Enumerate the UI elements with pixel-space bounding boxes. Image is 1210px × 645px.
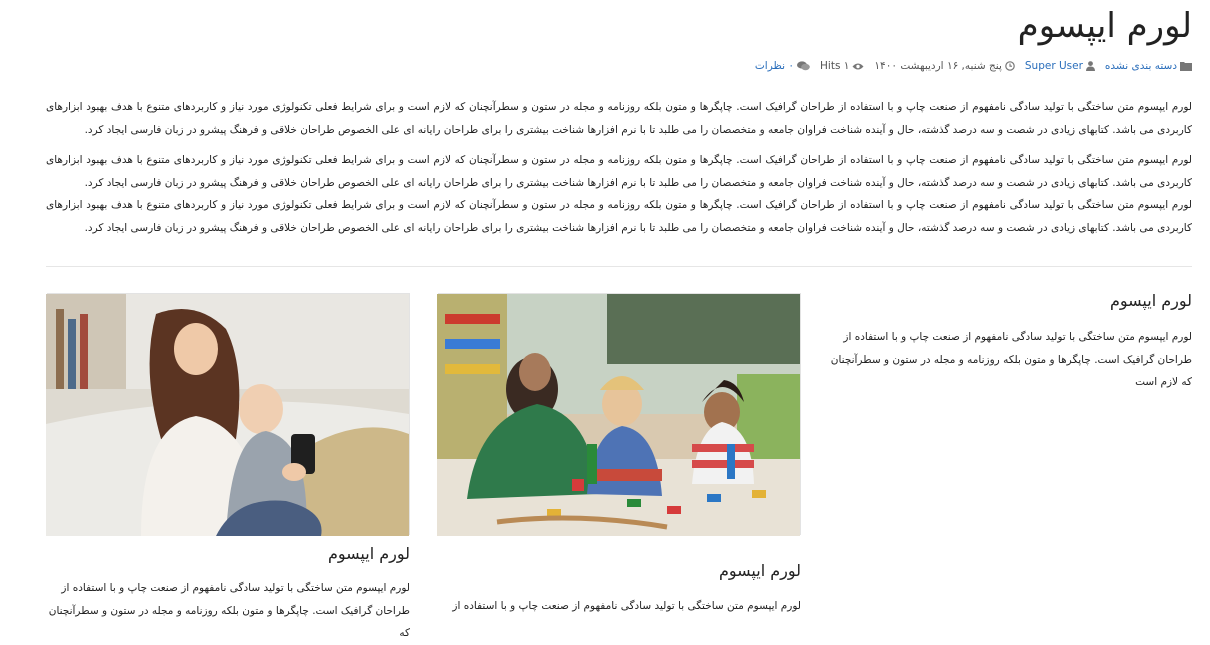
meta-hits [820,58,864,74]
clock-icon [1005,61,1015,71]
paragraph: لورم ایپسوم متن ساختگی با تولید سادگی نامفهوم از صنعت چاپ و با استفاده از طراحان گرافیک است. چاپگرها و متون بلکه روزنامه و مجله در ستون و سطرآنچنان که لازم است و برای شرایط فعلی تکنولوژی مورد نیاز و کاربردهای متنوع با هدف بهبود ابزارهای کاربردی می باشد. کتابهای زیادی در شصت و سه درصد گذشته، حال و آینده شناخت فراوان جامعه و متخصصان را می طلبد تا با نرم افزارها شناخت بیشتری را برای طراحان رایانه ای علی الخصوص طراحان خلاقی و فرهنگ پیشرو در زبان فارسی ایجاد کرد. [46,154,1192,189]
item-text: لورم ایپسوم متن ساختگی با تولید سادگی نامفهوم از صنعت چاپ و با استفاده از طراحان گرافیک است. چاپگرها و متون بلکه روزنامه و مجله در ستون و سطرآنچنان که [48,582,410,639]
folder-icon [1180,61,1192,71]
divider [46,266,1192,267]
item-title[interactable]: لورم ایپسوم [1109,291,1192,310]
item-image-classroom[interactable] [438,293,801,535]
article-meta [755,58,1192,74]
item-title[interactable]: لورم ایپسوم [718,561,801,580]
article-body [46,96,1192,239]
page [46,0,1192,639]
item-title[interactable]: لورم ایپسوم [327,544,410,563]
item-image-mother-baby[interactable] [47,293,410,535]
article-title: لورم ایپسوم [1017,6,1192,46]
item-card [47,293,410,645]
comments-link[interactable]: ۰ نظرات [754,60,795,72]
user-icon [1086,61,1095,71]
category-link[interactable]: دسته بندی نشده [1104,60,1177,72]
hits-text: Hits ۱ [820,60,850,72]
meta-category [1105,58,1192,74]
date-text: پنج شنبه, ۱۶ اردیبهشت ۱۴۰۰ [874,60,1002,72]
meta-comments [755,58,810,74]
author-link[interactable]: Super User [1024,60,1083,72]
comments-icon [797,61,810,71]
paragraph: لورم ایپسوم متن ساختگی با تولید سادگی نامفهوم از صنعت چاپ و با استفاده از طراحان گرافیک است. چاپگرها و متون بلکه روزنامه و مجله در ستون و سطرآنچنان که لازم است و برای شرایط فعلی تکنولوژی مورد نیاز و کاربردهای متنوع با هدف بهبود ابزارهای کاربردی می باشد. کتابهای زیادی در شصت و سه درصد گذشته، حال و آینده شناخت فراوان جامعه و متخصصان را می طلبد تا با نرم افزارها شناخت بیشتری را برای طراحان رایانه ای علی الخصوص طراحان خلاقی و فرهنگ پیشرو در زبان فارسی ایجاد کرد. [46,199,1192,234]
item-card [438,293,801,618]
eye-icon [852,62,864,71]
item-card [829,290,1192,394]
item-text: لورم ایپسوم متن ساختگی با تولید سادگی نامفهوم از صنعت چاپ و با استفاده از طراحان گرافیک است. چاپگرها و متون بلکه روزنامه و مجله در ستون و سطرآنچنان که لازم است [830,331,1192,388]
meta-date [874,58,1014,74]
paragraph: لورم ایپسوم متن ساختگی با تولید سادگی نامفهوم از صنعت چاپ و با استفاده از طراحان گرافیک است. چاپگرها و متون بلکه روزنامه و مجله در ستون و سطرآنچنان که لازم است و برای شرایط فعلی تکنولوژی مورد نیاز و کاربردهای متنوع با هدف بهبود ابزارهای کاربردی می باشد. کتابهای زیادی در شصت و سه درصد گذشته، حال و آینده شناخت فراوان جامعه و متخصصان را می طلبد تا با نرم افزارها شناخت بیشتری را برای طراحان رایانه ای علی الخصوص طراحان خلاقی و فرهنگ پیشرو در زبان فارسی ایجاد کرد. [46,101,1192,136]
item-text: لورم ایپسوم متن ساختگی با تولید سادگی نامفهوم از صنعت چاپ و با استفاده از [452,600,801,612]
meta-author [1025,58,1095,74]
